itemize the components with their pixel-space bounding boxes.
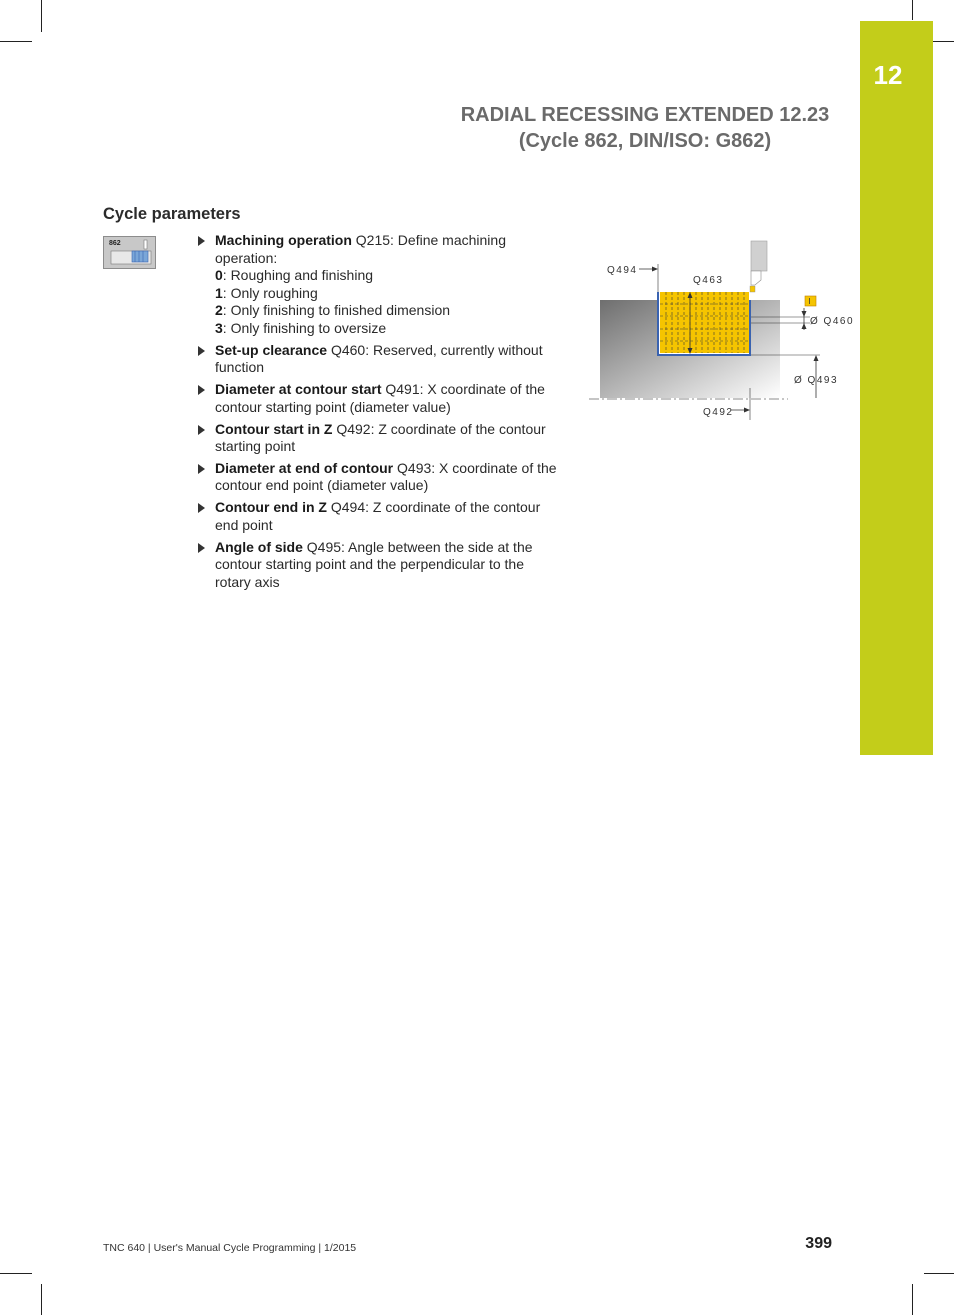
- label-q492: Q492: [703, 407, 734, 418]
- triangle-bullet-icon: [198, 346, 205, 356]
- param-name: Machining operation: [215, 232, 352, 248]
- header-title-line1: RADIAL RECESSING EXTENDED 12.23: [460, 104, 830, 126]
- list-item: [196, 421, 560, 456]
- triangle-bullet-icon: [198, 236, 205, 246]
- param-name: Contour start in Z: [215, 420, 333, 437]
- option-text: : Only roughing: [222, 284, 318, 301]
- crop-mark: [912, 1284, 913, 1315]
- page-number: 399: [805, 1235, 832, 1252]
- tool-tip: [750, 286, 755, 292]
- triangle-bullet-icon: [198, 425, 205, 435]
- option-key: 0: [215, 267, 223, 284]
- crop-mark: [41, 1284, 42, 1315]
- crop-mark: [912, 0, 913, 20]
- label-q460: Ø Q460: [810, 316, 855, 327]
- list-item: [196, 460, 560, 495]
- option-line: [215, 320, 560, 338]
- crop-mark: [0, 41, 32, 42]
- list-item: [196, 342, 560, 377]
- crop-mark: [41, 0, 42, 32]
- triangle-bullet-icon: [198, 464, 205, 474]
- option-key: 1: [215, 284, 223, 301]
- triangle-bullet-icon: [198, 503, 205, 513]
- param-desc: Q493: X coordinate of the contour end point (diameter value): [215, 459, 557, 494]
- label-q494: Q494: [607, 265, 638, 276]
- list-item: [196, 499, 560, 534]
- triangle-bullet-icon: [198, 385, 205, 395]
- tool-insert: [751, 271, 761, 285]
- option-line: [215, 267, 560, 285]
- option-line: [215, 285, 560, 303]
- crop-mark: [933, 41, 954, 42]
- param-name: Angle of side: [215, 538, 303, 555]
- triangle-bullet-icon: [198, 543, 205, 553]
- param-desc: Q494: Z coordinate of the contour end point: [215, 499, 541, 533]
- tool-holder: [751, 241, 767, 271]
- param-name: Diameter at end of contour: [215, 459, 394, 476]
- option-text: : Only finishing to oversize: [222, 319, 387, 336]
- softkey-label: 862: [109, 240, 121, 247]
- param-name: Contour end in Z: [215, 499, 327, 516]
- list-item: [196, 381, 560, 416]
- chapter-number: 12: [873, 60, 903, 90]
- param-name: Set-up clearance: [215, 341, 328, 358]
- option-text: : Roughing and finishing: [222, 267, 374, 284]
- recessing-diagram: [585, 238, 855, 428]
- parameter-list: [196, 232, 560, 596]
- header-title-line2: (Cycle 862, DIN/ISO: G862): [518, 130, 772, 152]
- label-q493: Ø Q493: [794, 375, 839, 386]
- list-item: [196, 232, 560, 338]
- option-text: : Only finishing to finished dimension: [222, 302, 451, 319]
- chapter-tab: [860, 21, 933, 755]
- param-desc: Q495: Angle between the side at the contour starting point and the perpendicular to the rotary axis: [215, 538, 533, 590]
- recess-icon: [104, 237, 157, 270]
- footer-text: TNC 640 | User's Manual Cycle Programming | 1/2015: [103, 1242, 357, 1254]
- param-name: Diameter at contour start: [215, 381, 382, 398]
- recess-fill: [660, 292, 749, 353]
- param-desc: Q215: Define machining operation:: [215, 232, 506, 266]
- param-desc: Q492: Z coordinate of the contour starting point: [215, 420, 546, 455]
- page-header-title: [440, 102, 850, 154]
- label-q463: Q463: [693, 275, 724, 286]
- param-desc: Q491: X coordinate of the contour starting point (diameter value): [215, 381, 545, 415]
- label-marker: I: [808, 297, 811, 306]
- crop-mark: [0, 1273, 32, 1274]
- option-line: [215, 302, 560, 320]
- crop-mark: [924, 1273, 954, 1274]
- option-key: 2: [215, 302, 223, 319]
- option-key: 3: [215, 319, 223, 336]
- cycle-softkey-icon: [103, 236, 156, 269]
- section-heading: Cycle parameters: [103, 205, 241, 223]
- param-desc: Q460: Reserved, currently without function: [215, 341, 543, 376]
- list-item: [196, 539, 560, 592]
